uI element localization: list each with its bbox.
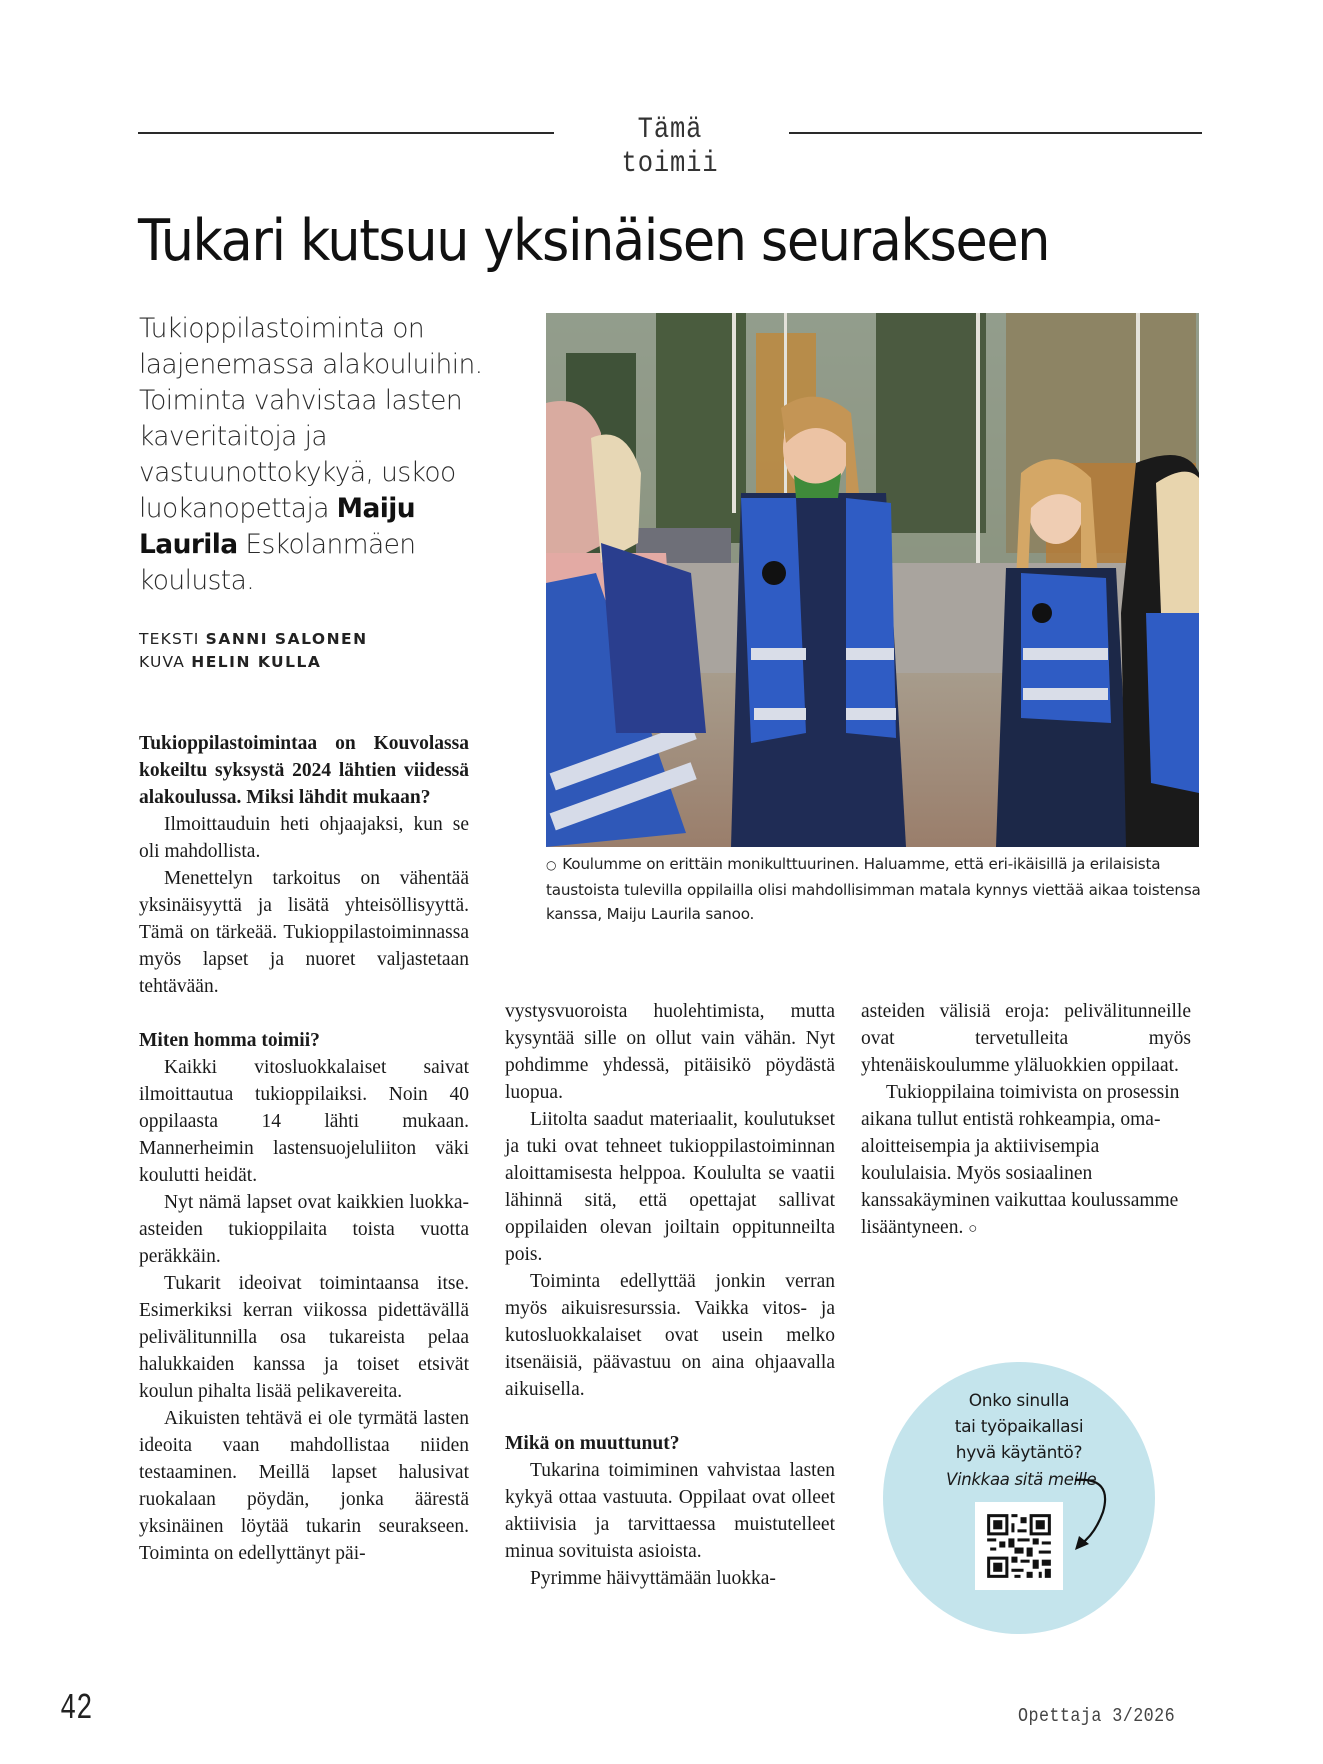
paragraph: Tukarit ideoivat toimintaansa itse. Esimerkiksi kerran viikossa pidettävällä pelivälitunnilla osa tukareista pelaa halukkaiden kanssa ja toiset etsivät koulun pihalta lisää pelikavereita. (139, 1273, 469, 1402)
interview-question-1: Tukioppilastoimintaa on Kouvolassa kokeiltu syksystä 2024 lähtien viidessä alakoulussa. Miksi lähdit mukaan? (139, 733, 469, 808)
paragraph: Pyrimme häivyttämään luokka- (530, 1568, 776, 1589)
header-rule-left (138, 132, 554, 134)
subheading-mika-on-muuttunut: Mikä on muuttunut? (505, 1433, 680, 1454)
byline-text-label: TEKSTI (139, 630, 200, 648)
paragraph: asteiden välisiä eroja: pelivälitunneille ovat tervetulleita myös yhtenäiskoulumme yläluokkien oppilaat. (861, 1001, 1191, 1076)
byline-text (139, 630, 368, 648)
callout-cta: Vinkkaa sitä meille (946, 1470, 1097, 1489)
article-title: Tukari kutsuu yksinäisen seurakseen (138, 208, 1050, 274)
callout-line: hyvä käytäntö? (955, 1443, 1083, 1463)
paragraph: Toiminta edellyttää jonkin verran myös aikuisresurssia. Vaikka vitos- ja kutosluokkalaiset ovat usein melko itsenäisiä, päävastuu on aina ohjaavalla aikuisella. (505, 1271, 835, 1400)
qr-code-icon[interactable] (975, 1502, 1063, 1590)
body-column-2 (505, 998, 835, 1592)
paragraph-text: Tukioppilaina toimivista on prosessin aikana tullut entistä rohkeampia, oma-aloitteisempia ja aktiivisempia koululaisia. Myös sosiaalinen kanssakäyminen vaikuttaa koulussamme lisääntyneen. (861, 1082, 1180, 1238)
caption-circle-icon: ○ (546, 858, 557, 872)
byline-photo-author: HELIN KULLA (191, 653, 322, 671)
paragraph: Kaikki vitosluokkalaiset saivat ilmoittautua tukioppilaiksi. Noin 40 oppilaasta 14 lähti mukaan. Mannerheimin lastensuojeluliiton väki koulutti heidät. (139, 1057, 469, 1186)
body-column-3 (861, 998, 1191, 1243)
article-photo (546, 313, 1199, 847)
paragraph: Menettelyn tarkoitus on vähentää yksinäisyyttä ja lisätä yhteisöllisyyttä. Tämä on tärkeää. Tukioppilastoiminnassa myös lapset ja nuoret valjastetaan tehtävään. (139, 868, 469, 997)
callout-line: Onko sinulla (968, 1391, 1070, 1411)
magazine-issue: Opettaja 3/2026 (1018, 1705, 1176, 1727)
callout-line: tai työpaikallasi (954, 1417, 1084, 1437)
paragraph: Aikuisten tehtävä ei ole tyrmätä lasten ideoita vaan mahdollistaa niiden testaaminen. Meillä lapset halusivat ruokalaan pöydän, jonka äärestä yksinäinen löytää tukarin seurakseen. Toiminta on edellyttänyt päi- (139, 1408, 469, 1564)
end-circle-icon: ○ (968, 1221, 978, 1237)
subheading-miten-homma-toimii: Miten homma toimii? (139, 1030, 320, 1051)
paragraph: Tukarina toimiminen vahvistaa lasten kykyä ottaa vastuuta. Oppilaat ovat olleet aktiivisia ja tarvittaessa muistutelleet minua sovituista asioista. (505, 1460, 835, 1562)
article-lead (139, 311, 519, 599)
lead-text-end: Eskolanmäen koulusta. (139, 529, 416, 596)
byline-text-author: SANNI SALONEN (205, 630, 368, 648)
byline-photo (139, 653, 321, 671)
caption-text: Koulumme on erittäin monikulttuurinen. Haluamme, että eri-ikäisillä ja erilaisista taustoista tulevilla oppilailla olisi mahdollisimman matala kynnys viettää aikaa toistensa kanssa, Maiju Laurila sanoo. (546, 855, 1201, 923)
header-rule-right (789, 132, 1202, 134)
paragraph (861, 1079, 1191, 1243)
tip-callout (883, 1362, 1155, 1634)
body-column-1 (139, 730, 469, 1567)
section-label: Tämä toimii (621, 113, 719, 181)
qr-code-graphic (975, 1502, 1063, 1590)
curved-arrow-icon (1073, 1472, 1123, 1552)
lead-name: Maiju Laurila (139, 493, 415, 560)
photo-caption (546, 852, 1206, 927)
paragraph: Ilmoittauduin heti ohjaajaksi, kun se oli mahdollista. (139, 814, 469, 862)
paragraph: vystysvuoroista huolehtimista, mutta kysyntää sille on ollut vain vähän. Nyt pohdimme yhdessä, pitäisikö pöydästä luopua. (505, 1001, 835, 1103)
paragraph: Nyt nämä lapset ovat kaikkien luokka-asteiden tukioppilaita toista vuotta peräkkäin. (139, 1192, 469, 1267)
lead-text: Tukioppilastoiminta on laajenemassa alakouluihin. Toiminta vahvistaa lasten kaveritaitoja ja vastuunottokykyä, uskoo luokanopettaja (139, 313, 483, 524)
page-number: 42 (60, 1688, 93, 1729)
photo-illustration (546, 313, 1199, 847)
paragraph: Liitolta saadut materiaalit, koulutukset ja tuki ovat tehneet tukioppilastoiminnan aloittamisesta helppoa. Koululta se vaatii lähinnä sitä, että opettajat sallivat oppilaiden olevan joiltain oppitunneilta pois. (505, 1109, 835, 1265)
byline-photo-label: KUVA (139, 653, 186, 671)
callout-question (883, 1388, 1155, 1466)
